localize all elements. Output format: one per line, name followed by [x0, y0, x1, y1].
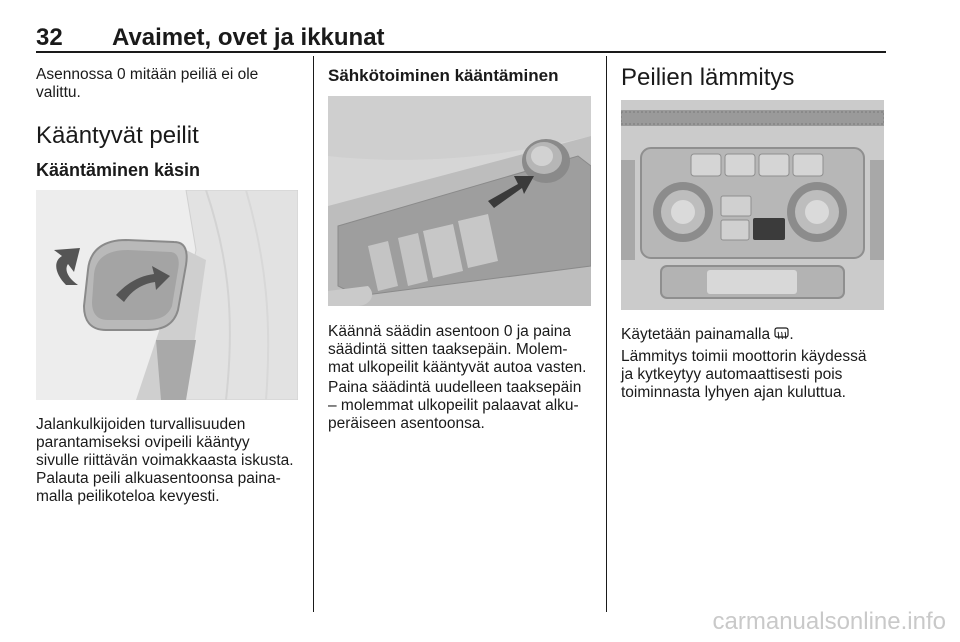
- paragraph-line: peräiseen asentoonsa.: [328, 415, 485, 432]
- caption-line: malla peilikoteloa kevyesti.: [36, 488, 220, 505]
- caption-line: sivulle riittävän voimakkaasta iskusta.: [36, 452, 294, 469]
- column-divider-left: [313, 56, 314, 612]
- paragraph-line: säädintä sitten taaksepäin. Molem-: [328, 341, 568, 358]
- climate-panel-illustration: [621, 100, 884, 310]
- paragraph-line: Paina säädintä uudelleen taaksepäin: [328, 379, 582, 396]
- usage-text-end: .: [789, 326, 794, 343]
- mirror-fold-illustration: [36, 190, 298, 400]
- usage-line: [621, 326, 886, 346]
- right-heading: Peilien lämmitys: [621, 64, 795, 91]
- caption-line: Jalankulkijoiden turvallisuuden: [36, 416, 246, 433]
- intro-text-line-1: Asennossa 0 mitään peiliä ei ole: [36, 66, 259, 83]
- watermark-text: carmanualsonline.info: [712, 608, 946, 635]
- paragraph-line: – molemmat ulkopeilit palaavat alku-: [328, 397, 579, 414]
- paragraph-line: toiminnasta lyhyen ajan kuluttua.: [621, 384, 846, 401]
- page-number: 32: [36, 24, 63, 51]
- paragraph-line: Käännä säädin asentoon 0 ja paina: [328, 323, 572, 340]
- middle-paragraph-2: [328, 379, 596, 433]
- caption-line: Palauta peili alkuasentoonsa paina-: [36, 470, 281, 487]
- paragraph-line: Lämmitys toimii moottorin käydessä: [621, 348, 867, 365]
- left-intro: [36, 66, 306, 102]
- left-caption: [36, 416, 308, 506]
- paragraph-line: ja kytkeytyy automaattisesti pois: [621, 366, 843, 383]
- middle-heading: Sähkötoiminen kääntäminen: [328, 66, 559, 85]
- column-divider-right: [606, 56, 607, 612]
- header-rule: [36, 51, 886, 53]
- caption-line: parantamiseksi ovipeili kääntyy: [36, 434, 250, 451]
- paragraph-line: mat ulkopeilit kääntyvät autoa vasten.: [328, 359, 587, 376]
- middle-paragraph-1: [328, 323, 596, 377]
- chapter-title: Avaimet, ovet ja ikkunat: [112, 24, 385, 51]
- intro-text-line-2: valittu.: [36, 84, 81, 101]
- right-paragraph: [621, 348, 886, 402]
- door-switch-illustration: [328, 96, 591, 306]
- section-heading: Kääntyvät peilit: [36, 122, 199, 149]
- usage-text: Käytetään painamalla: [621, 326, 775, 343]
- subsection-heading: Kääntäminen käsin: [36, 160, 201, 180]
- mirror-heat-icon: [774, 327, 789, 346]
